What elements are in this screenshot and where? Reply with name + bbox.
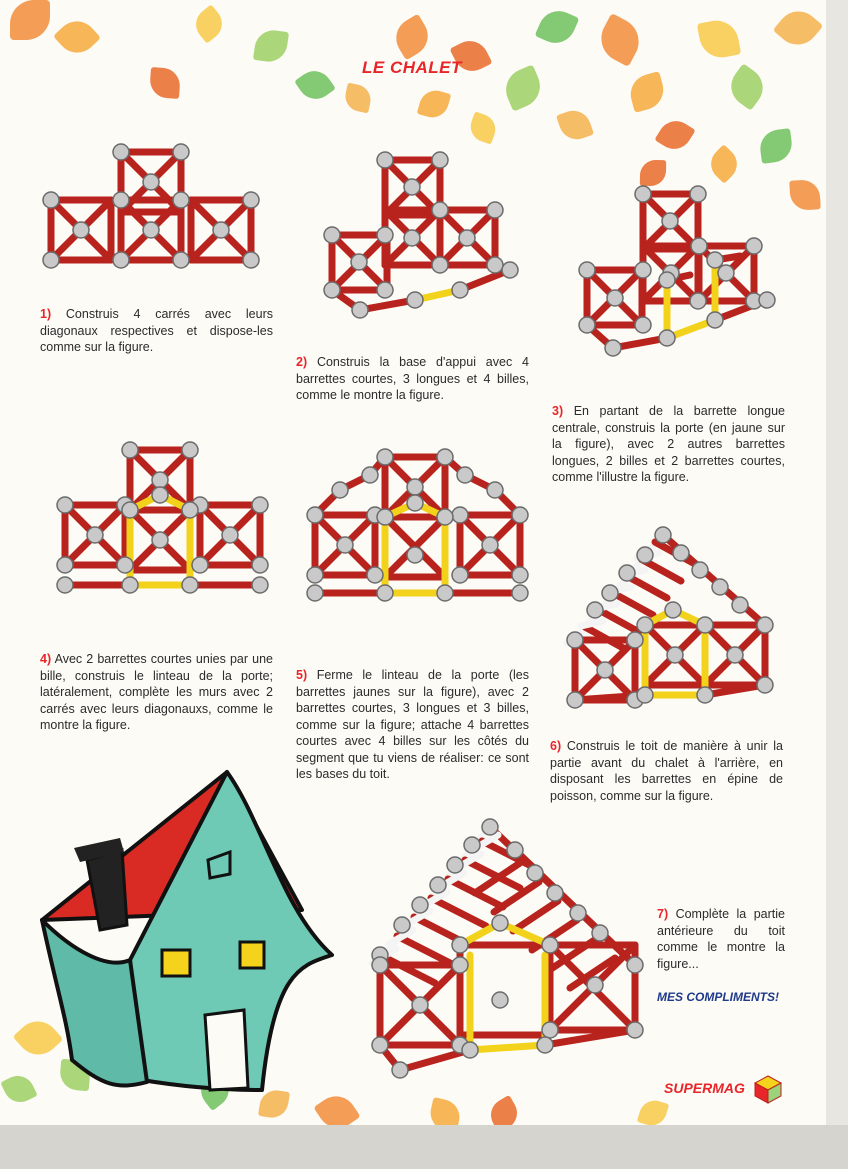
figure-step-3: [575, 180, 785, 360]
steel-ball: [690, 186, 706, 202]
steel-ball: [457, 467, 473, 483]
steel-ball: [122, 442, 138, 458]
step-number: 5): [296, 668, 308, 682]
steel-ball: [377, 449, 393, 465]
leaf-decoration: [485, 1095, 523, 1125]
steel-ball: [512, 585, 528, 601]
steel-ball: [307, 567, 323, 583]
steel-ball: [487, 257, 503, 273]
steel-ball: [377, 227, 393, 243]
leaf-decoration: [149, 67, 181, 99]
steel-ball: [746, 238, 762, 254]
steel-ball: [377, 585, 393, 601]
steel-ball: [173, 144, 189, 160]
figure-step-1: [36, 140, 266, 280]
page-title: LE CHALET: [362, 58, 462, 77]
step-description: En partant de la barrette longue centrale, construis la porte (en jaune sur la figure), avec 2 autres barrettes longues, 2 billes et 2 barrettes courtes, comme l'illustre la figure.: [552, 404, 785, 484]
steel-ball: [579, 262, 595, 278]
step-number: 3): [552, 404, 564, 418]
steel-ball: [464, 837, 480, 853]
steel-ball: [697, 617, 713, 633]
steel-ball: [691, 238, 707, 254]
steel-ball: [182, 502, 198, 518]
leaf-decoration: [417, 87, 452, 122]
steel-ball: [482, 537, 498, 553]
leaf-decoration: [427, 1097, 463, 1125]
steel-ball: [57, 577, 73, 593]
figure-step-5: [300, 445, 530, 605]
leaf-decoration: [626, 71, 668, 113]
steel-ball: [635, 317, 651, 333]
steel-ball: [412, 897, 428, 913]
leaf-decoration: [556, 106, 594, 144]
steel-ball: [667, 647, 683, 663]
steel-ball: [712, 579, 728, 595]
steel-ball: [635, 262, 651, 278]
steel-ball: [492, 992, 508, 1008]
compliments-text: MES COMPLIMENTS!: [657, 990, 779, 1004]
steel-ball: [437, 449, 453, 465]
steel-ball: [587, 602, 603, 618]
steel-ball: [757, 617, 773, 633]
leaf-decoration: [593, 13, 647, 67]
steel-ball: [707, 312, 723, 328]
step-description: Ferme le linteau de la porte (les barrettes jaunes sur la figure), avec 2 barrettes courtes, 3 longues et 3 billes, comme sur la figure; attache 4 barrettes courtes avec 4 billes sur les côtés du segment que tu viens de réaliser: ce sont les bases du toit.: [296, 668, 529, 781]
steel-ball: [635, 186, 651, 202]
steel-ball: [459, 230, 475, 246]
steel-ball: [437, 585, 453, 601]
steel-ball: [143, 222, 159, 238]
steel-ball: [757, 677, 773, 693]
step-3-text: [552, 403, 785, 486]
steel-ball: [372, 1037, 388, 1053]
steel-ball: [727, 647, 743, 663]
steel-ball: [637, 687, 653, 703]
rod: [513, 901, 558, 931]
steel-ball: [337, 537, 353, 553]
steel-ball: [527, 865, 543, 881]
step-number: 1): [40, 307, 52, 321]
steel-ball: [117, 557, 133, 573]
steel-ball: [507, 842, 523, 858]
steel-ball: [412, 997, 428, 1013]
step-description: Avec 2 barrettes courtes unies par une bille, construis le linteau de la porte; latéralement, complète les murs avec 2 carrés avec leurs diagonauxs, comme le montre la figure.: [40, 652, 273, 732]
steel-ball: [352, 302, 368, 318]
steel-ball: [307, 585, 323, 601]
steel-ball: [73, 222, 89, 238]
steel-ball: [192, 557, 208, 573]
rod: [397, 936, 452, 964]
leaf-decoration: [343, 83, 374, 114]
steel-ball: [407, 292, 423, 308]
steel-ball: [392, 1062, 408, 1078]
steel-ball: [637, 547, 653, 563]
steel-ball: [407, 479, 423, 495]
leaf-decoration: [189, 4, 228, 43]
steel-ball: [718, 265, 734, 281]
step-description: Construis la base d'appui avec 4 barrettes courtes, 3 longues et 4 billes, comme le montre la figure.: [296, 355, 529, 402]
leaf-decoration: [535, 5, 580, 50]
steel-ball: [452, 282, 468, 298]
step-1-text: [40, 306, 273, 356]
steel-ball: [173, 192, 189, 208]
leaf-decoration: [253, 28, 289, 64]
steel-ball: [662, 213, 678, 229]
steel-ball: [447, 857, 463, 873]
steel-ball: [152, 532, 168, 548]
figure-step-4: [50, 440, 280, 600]
steel-ball: [605, 340, 621, 356]
steel-ball: [222, 527, 238, 543]
steel-ball: [394, 917, 410, 933]
steel-ball: [487, 482, 503, 498]
steel-ball: [452, 567, 468, 583]
steel-ball: [437, 509, 453, 525]
steel-ball: [407, 495, 423, 511]
steel-ball: [542, 937, 558, 953]
steel-ball: [252, 557, 268, 573]
steel-ball: [592, 925, 608, 941]
steel-ball: [252, 577, 268, 593]
steel-ball: [377, 282, 393, 298]
step-2-text: [296, 354, 529, 404]
steel-ball: [579, 317, 595, 333]
leaf-decoration: [53, 13, 101, 61]
steel-ball: [332, 482, 348, 498]
steel-ball: [324, 282, 340, 298]
step-6-text: [550, 738, 783, 804]
scan-edge: [826, 0, 848, 1169]
steel-ball: [430, 877, 446, 893]
steel-ball: [665, 602, 681, 618]
steel-ball: [213, 222, 229, 238]
steel-ball: [252, 497, 268, 513]
steel-ball: [619, 565, 635, 581]
steel-ball: [182, 442, 198, 458]
scan-bottom-edge: [0, 1125, 848, 1169]
steel-ball: [404, 230, 420, 246]
rod: [581, 621, 603, 626]
leaf-decoration: [294, 64, 336, 106]
steel-ball: [697, 687, 713, 703]
leaf-decoration: [499, 64, 546, 111]
steel-ball: [547, 885, 563, 901]
steel-ball: [113, 252, 129, 268]
steel-ball: [122, 502, 138, 518]
steel-ball: [377, 152, 393, 168]
steel-ball: [659, 330, 675, 346]
figure-step-7: [350, 815, 655, 1095]
leaf-decoration: [654, 114, 695, 155]
steel-ball: [707, 252, 723, 268]
steel-ball: [362, 467, 378, 483]
leaf-decoration: [723, 63, 770, 110]
steel-ball: [152, 487, 168, 503]
rod: [470, 1045, 545, 1050]
steel-ball: [173, 252, 189, 268]
step-number: 6): [550, 739, 562, 753]
brand-cube-icon: [753, 1074, 783, 1104]
leaf-decoration: [758, 128, 794, 164]
steel-ball: [243, 252, 259, 268]
steel-ball: [367, 567, 383, 583]
steel-ball: [43, 252, 59, 268]
steel-ball: [492, 915, 508, 931]
step-number: 4): [40, 652, 52, 666]
steel-ball: [57, 557, 73, 573]
steel-ball: [113, 144, 129, 160]
step-number: 7): [657, 907, 669, 921]
steel-ball: [452, 937, 468, 953]
leaf-decoration: [466, 111, 499, 144]
steel-ball: [732, 597, 748, 613]
steel-ball: [512, 507, 528, 523]
steel-ball: [627, 632, 643, 648]
steel-ball: [607, 290, 623, 306]
steel-ball: [372, 957, 388, 973]
steel-ball: [512, 567, 528, 583]
steel-ball: [542, 1022, 558, 1038]
steel-ball: [432, 202, 448, 218]
figure-step-2: [320, 150, 530, 320]
steel-ball: [404, 179, 420, 195]
leaf-decoration: [10, 0, 50, 40]
leaf-decoration: [697, 17, 742, 62]
steel-ball: [462, 1042, 478, 1058]
step-description: Complète la partie antérieure du toit comme le montre la figure...: [657, 907, 785, 971]
steel-ball: [324, 227, 340, 243]
steel-ball: [307, 507, 323, 523]
steel-ball: [587, 977, 603, 993]
steel-ball: [407, 547, 423, 563]
step-4-text: [40, 651, 273, 734]
steel-ball: [152, 472, 168, 488]
step-description: Construis 4 carrés avec leurs diagonaux respectives et dispose-les comme sur la figure.: [40, 307, 273, 354]
steel-ball: [182, 577, 198, 593]
steel-ball: [692, 562, 708, 578]
figure-step-6: [555, 515, 785, 720]
steel-ball: [602, 585, 618, 601]
steel-ball: [243, 192, 259, 208]
steel-ball: [43, 192, 59, 208]
steel-ball: [567, 632, 583, 648]
rod: [431, 898, 486, 926]
cartoon-house-illustration: [12, 760, 342, 1100]
brand-logo-text: SUPERMAG: [664, 1080, 745, 1096]
steel-ball: [597, 662, 613, 678]
steel-ball: [113, 192, 129, 208]
step-number: 2): [296, 355, 308, 369]
steel-ball: [567, 692, 583, 708]
steel-ball: [57, 497, 73, 513]
leaf-decoration: [637, 1097, 669, 1125]
steel-ball: [482, 819, 498, 835]
steel-ball: [502, 262, 518, 278]
steel-ball: [432, 257, 448, 273]
leaf-decoration: [789, 179, 821, 211]
steel-ball: [627, 957, 643, 973]
steel-ball: [637, 617, 653, 633]
step-7-text: [657, 906, 785, 972]
steel-ball: [452, 507, 468, 523]
steel-ball: [377, 509, 393, 525]
steel-ball: [452, 957, 468, 973]
steel-ball: [143, 174, 159, 190]
steel-ball: [487, 202, 503, 218]
leaf-decoration: [704, 144, 744, 184]
steel-ball: [655, 527, 671, 543]
steel-ball: [87, 527, 103, 543]
steel-ball: [690, 293, 706, 309]
steel-ball: [627, 1022, 643, 1038]
step-description: Construis le toit de manière à unir la partie avant du chalet à l'arrière, en disposant les barrettes en épine de poisson, comme sur la figure.: [550, 739, 783, 803]
steel-ball: [537, 1037, 553, 1053]
steel-ball: [122, 577, 138, 593]
leaf-decoration: [773, 3, 824, 54]
steel-ball: [759, 292, 775, 308]
steel-ball: [659, 272, 675, 288]
steel-ball: [432, 152, 448, 168]
steel-ball: [673, 545, 689, 561]
steel-ball: [570, 905, 586, 921]
steel-ball: [351, 254, 367, 270]
leaf-decoration: [389, 14, 436, 61]
